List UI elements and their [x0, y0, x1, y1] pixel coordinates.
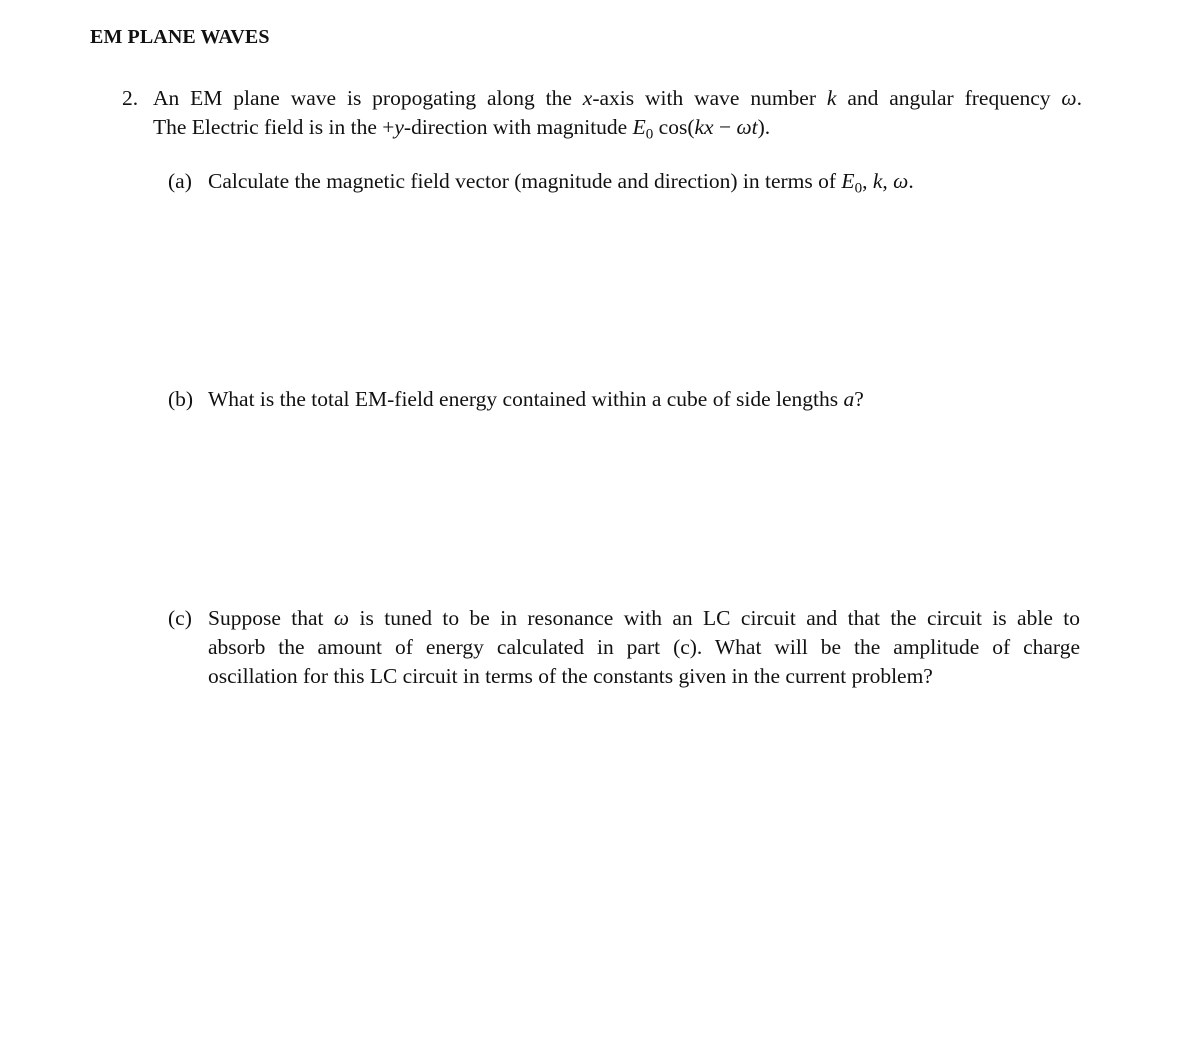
- variable-kx: kx: [694, 115, 714, 139]
- part-b-text: What is the total EM-field energy contained within a cube of side lengths a?: [208, 387, 864, 411]
- part-c-line-2: absorb the amount of energy calculated in part (c). What will be the amplitude of charge: [208, 635, 1080, 659]
- part-c: [168, 604, 1080, 691]
- part-c-text: [208, 604, 1080, 691]
- problem-number: 2.: [122, 86, 139, 110]
- part-c-label: (c): [168, 606, 192, 630]
- part-c-line-3: oscillation for this LC circuit in terms of the constants given in the current problem?: [208, 664, 933, 688]
- variable-a: a: [843, 387, 855, 411]
- variable-k: k: [826, 86, 837, 110]
- part-c-line-1: Suppose that ω is tuned to be in resonance with an LC circuit and that the circuit is able to: [208, 606, 1080, 630]
- subscript-0: 0: [854, 180, 863, 197]
- part-b-label: (b): [168, 387, 194, 411]
- variable-y: y: [394, 115, 404, 139]
- subscript-0: 0: [645, 126, 654, 143]
- variable-omega: ω: [1061, 86, 1077, 110]
- problem-statement-line-2: The Electric field is in the +y-direction with magnitude $E_0$ cos(kx − ωt).: [153, 115, 771, 143]
- section-title: EM PLANE WAVES: [90, 26, 270, 48]
- variable-E: E: [632, 115, 646, 139]
- problem-statement-line-1: An EM plane wave is propogating along the x-axis with wave number k and angular frequency ω.: [153, 86, 1082, 110]
- variable-E: E: [841, 169, 855, 193]
- part-a-label: (a): [168, 169, 192, 193]
- variable-omega: ω: [333, 606, 350, 630]
- part-a: [168, 167, 1080, 196]
- problem-statement: [153, 84, 1082, 142]
- variable-x: x: [582, 86, 593, 110]
- variable-omega-t: ωt: [736, 115, 758, 139]
- part-a-text: Calculate the magnetic field vector (magnitude and direction) in terms of $E_0$, k, ω.: [208, 169, 914, 197]
- variable-k: k: [872, 169, 883, 193]
- problem-2: [122, 84, 1082, 142]
- part-b: [168, 385, 1080, 414]
- variable-omega: ω: [893, 169, 909, 193]
